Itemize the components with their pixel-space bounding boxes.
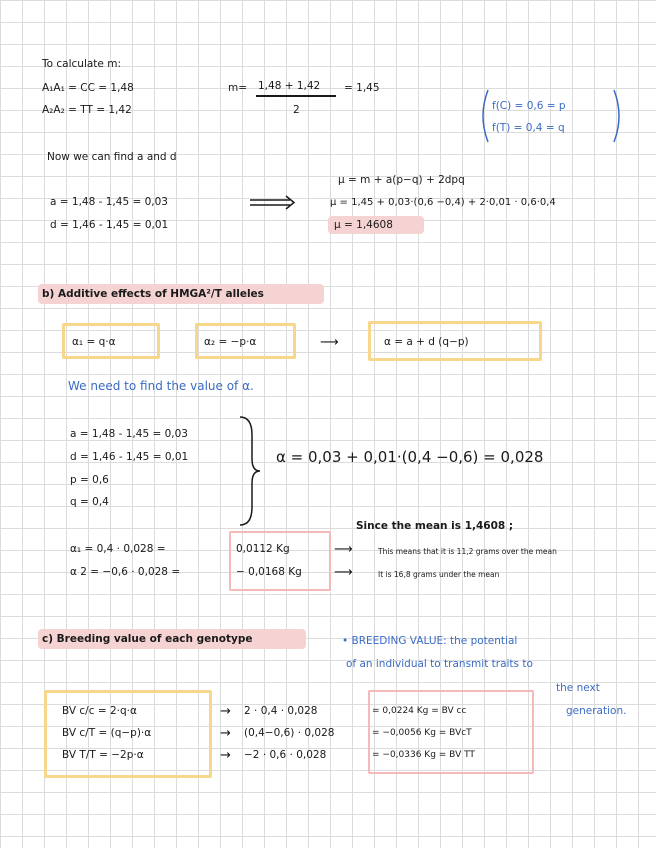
- note-under-mean: It is 16,8 grams under the mean: [378, 570, 500, 579]
- alpha2-value: − 0,0168 Kg: [236, 566, 302, 578]
- q-line: q = 0,4: [70, 496, 109, 508]
- find-a-d-text: Now we can find a and d: [47, 151, 177, 163]
- bv-definition-2: of an individual to transmit traits to: [346, 658, 533, 670]
- bv-cc-formula: BV c/c = 2·q·α: [62, 705, 137, 717]
- right-arrow-icon: →: [220, 704, 231, 719]
- bv-ct-calc: (0,4−0,6) · 0,028: [244, 727, 335, 739]
- bv-definition-1: • BREEDING VALUE: the potential: [342, 635, 518, 647]
- alpha2-def: α₂ = −p·α: [204, 336, 257, 348]
- since-mean-text: Since the mean is 1,4608 ;: [356, 520, 514, 532]
- right-arrow-icon: →: [220, 748, 231, 763]
- note-over-mean: This means that it is 11,2 grams over the mean: [378, 547, 557, 556]
- bv-tt-calc: −2 · 0,6 · 0,028: [244, 749, 327, 761]
- freq-t: f(T) = 0,4 = q: [492, 122, 565, 134]
- need-alpha-text: We need to find the value of α.: [68, 379, 254, 393]
- implies-arrow: [250, 196, 300, 210]
- frequency-bracket: [478, 88, 628, 148]
- calc-m-title: To calculate m:: [42, 58, 121, 70]
- bv-definition-3: the next: [556, 682, 600, 694]
- a2a2-line: A₂A₂ = TT = 1,42: [42, 104, 132, 116]
- a-line: a = 1,48 - 1,45 = 0,03: [70, 428, 188, 440]
- d-line: d = 1,46 - 1,45 = 0,01: [70, 451, 189, 463]
- bv-cc-result: = 0,0224 Kg = BV cc: [372, 706, 467, 716]
- alpha1-calc: α₁ = 0,4 · 0,028 =: [70, 543, 166, 555]
- section-c-heading: c) Breeding value of each genotype: [42, 633, 253, 645]
- mu-substitution: μ = 1,45 + 0,03·(0,6 −0,4) + 2·0,01 · 0,6·0,4: [330, 197, 556, 208]
- mu-formula: μ = m + a(p−q) + 2dpq: [338, 174, 465, 186]
- bv-cc-calc: 2 · 0,4 · 0,028: [244, 705, 318, 717]
- p-line: p = 0,6: [70, 474, 109, 486]
- alpha-calc: α = 0,03 + 0,01·(0,4 −0,6) = 0,028: [276, 448, 544, 466]
- m-denominator: 2: [293, 104, 300, 116]
- m-numerator: 1,48 + 1,42: [258, 80, 321, 92]
- alpha1-def: α₁ = q·α: [72, 336, 116, 348]
- curly-brace: [238, 415, 262, 527]
- right-arrow-icon: ⟶: [334, 542, 353, 557]
- d-eq: d = 1,46 - 1,45 = 0,01: [50, 219, 169, 231]
- right-arrow-icon: →: [220, 726, 231, 741]
- alpha2-calc: α 2 = −0,6 · 0,028 =: [70, 566, 181, 578]
- freq-c: f(C) = 0,6 = p: [492, 100, 566, 112]
- bv-ct-result: = −0,0056 Kg = BVcT: [372, 728, 472, 738]
- m-lhs: m=: [228, 82, 248, 94]
- bv-tt-formula: BV T/T = −2p·α: [62, 749, 144, 761]
- bv-definition-4: generation.: [566, 705, 627, 717]
- section-b-heading: b) Additive effects of HMGA²/T alleles: [42, 288, 264, 300]
- alpha1-value: 0,0112 Kg: [236, 543, 290, 555]
- mu-result: μ = 1,4608: [334, 219, 393, 231]
- bv-ct-formula: BV c/T = (q−p)·α: [62, 727, 152, 739]
- alpha-values-box: [229, 531, 331, 591]
- right-arrow-icon: ⟶: [320, 335, 339, 350]
- a1a1-line: A₁A₁ = CC = 1,48: [42, 82, 134, 94]
- right-arrow-icon: ⟶: [334, 565, 353, 580]
- bv-tt-result: = −0,0336 Kg = BV TT: [372, 750, 475, 760]
- a-eq: a = 1,48 - 1,45 = 0,03: [50, 196, 168, 208]
- m-result: = 1,45: [344, 82, 380, 94]
- m-fraction-bar: [256, 95, 336, 97]
- alpha-formula: α = a + d (q−p): [384, 336, 469, 348]
